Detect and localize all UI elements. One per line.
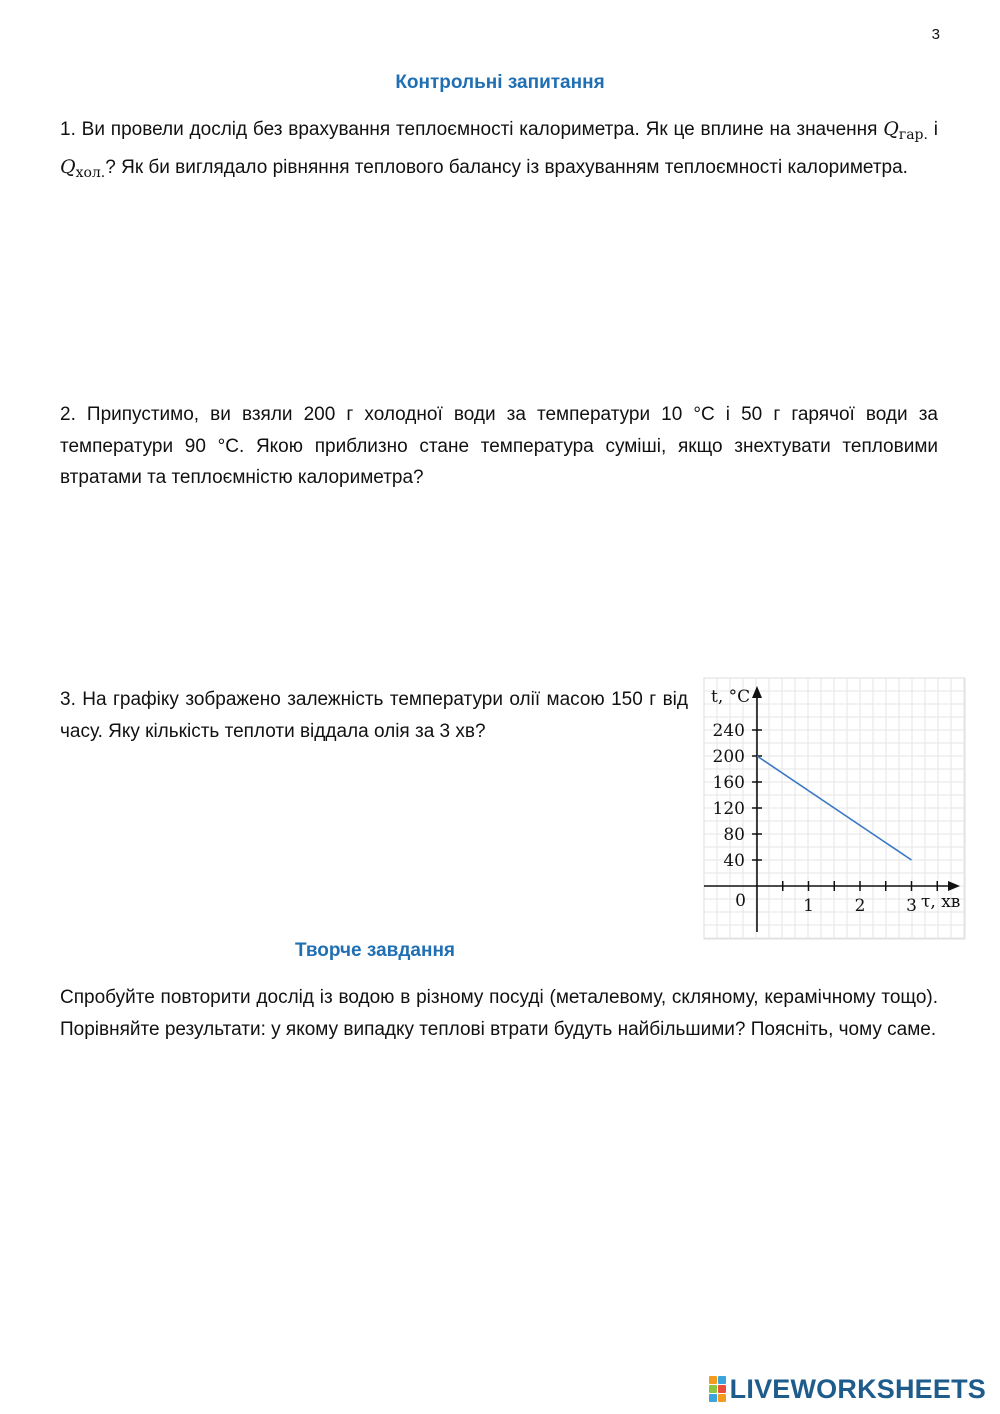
creative-task-text: Спробуйте повторити дослід із водою в різному посуді (металевому, скляному, керамічному тощо). Порівняйте результати: у якому випадку теплові втрати будуть найбільшими? Поясніть, чому саме. xyxy=(60,987,938,1040)
question-1-conj: і xyxy=(927,119,938,140)
logo-text: LIVEWORKSHEETS xyxy=(729,1373,986,1404)
question-2: 2. Припустимо, ви взяли 200 г холодної води за температури 10 °C і 50 г гарячої води за температури 90 °C. Якою приблизно стане температура суміші, якщо знехтувати тепловими втратами та теплоємністю калориметра? xyxy=(60,404,938,488)
x-tick-label: 2 xyxy=(854,896,866,916)
q-hot-symbol: $Q_{гар.}$ xyxy=(883,118,928,143)
x-tick-label: 3 xyxy=(906,896,917,916)
y-axis-arrow xyxy=(752,686,762,698)
x-axis-arrow xyxy=(948,881,960,891)
question-1-text-b: ? Як би виглядало рівняння теплового балансу із врахуванням теплоємності калориметра. xyxy=(105,156,908,178)
creative-task-title: Творче завдання xyxy=(294,940,456,961)
logo-blocks-icon xyxy=(709,1376,726,1402)
liveworksheets-logo xyxy=(709,1374,986,1404)
page-number: 3 xyxy=(931,26,940,43)
question-3: 3. На графіку зображено залежність температури олії масою 150 г від часу. Яку кількість теплоти віддала олія за 3 хв? xyxy=(60,689,688,742)
x-tick-label: 1 xyxy=(803,896,814,916)
y-tick-label: 120 xyxy=(712,799,745,819)
y-tick-label: 40 xyxy=(723,851,745,871)
q-cold-symbol: $Q_{хол.}$ xyxy=(60,155,106,181)
y-axis-label: t, °C xyxy=(711,687,751,707)
y-tick-label: 160 xyxy=(712,773,745,793)
temperature-chart xyxy=(700,676,968,942)
question-1 xyxy=(60,114,938,189)
y-tick-label: 80 xyxy=(723,825,745,845)
y-tick-label: 200 xyxy=(712,747,745,767)
section-title: Контрольні запитання xyxy=(395,72,605,93)
y-tick-label: 240 xyxy=(712,721,745,741)
question-1-text-a: 1. Ви провели дослід без врахування теплоємності калориметра. Як це вплине на значення xyxy=(60,119,884,140)
x-axis-label: τ, хв xyxy=(921,892,961,912)
origin-label: 0 xyxy=(735,891,746,911)
